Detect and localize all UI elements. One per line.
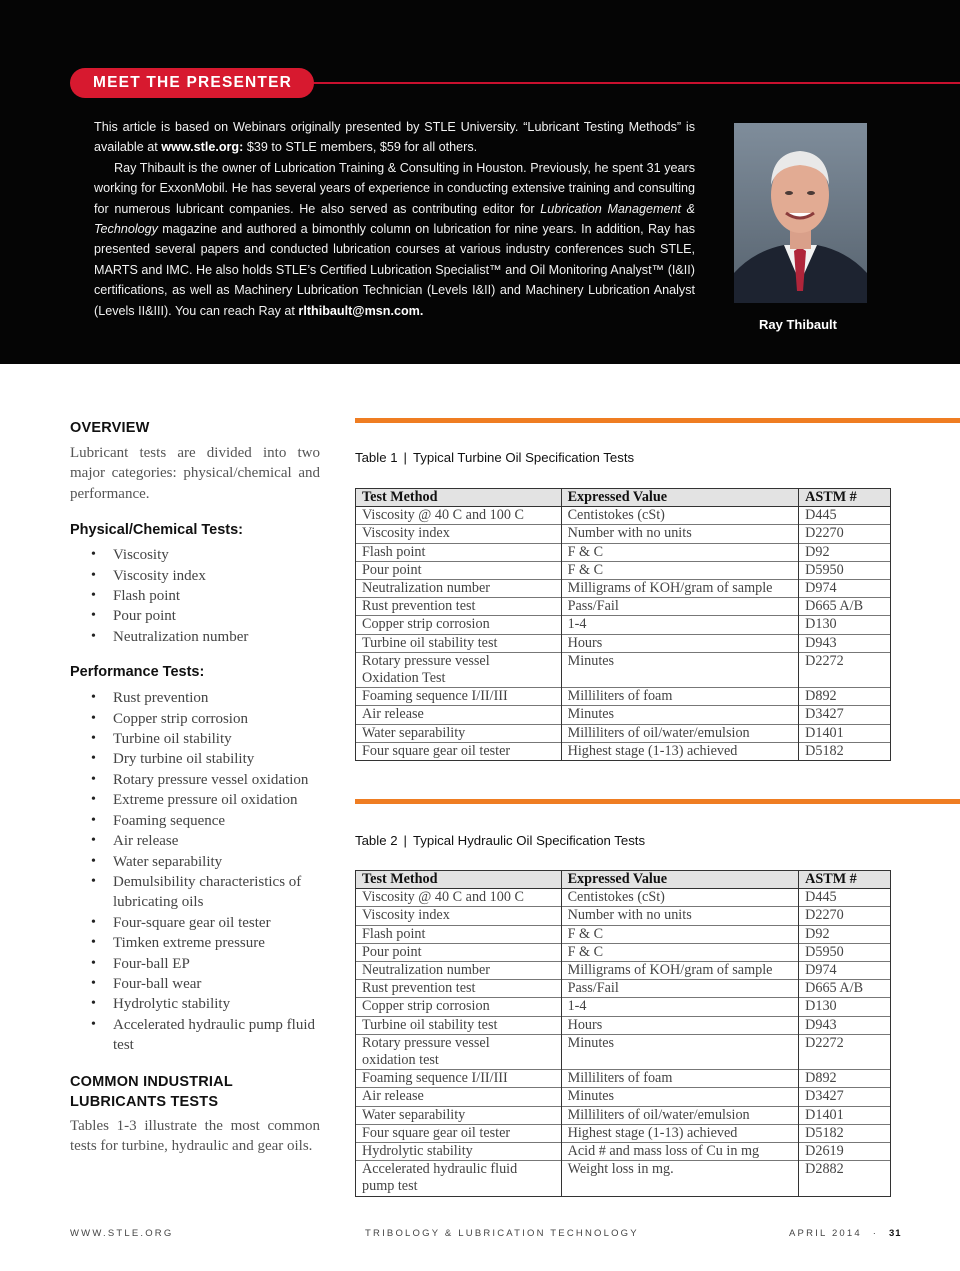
table-cell: F & C: [561, 925, 799, 943]
table-cell: Viscosity @ 40 C and 100 C: [356, 507, 562, 525]
physical-heading: Physical/Chemical Tests:: [70, 522, 244, 539]
table-cell: Water separability: [356, 1106, 562, 1124]
table-cell: D5182: [799, 1124, 891, 1142]
table-cell: Viscosity @ 40 C and 100 C: [356, 889, 562, 907]
footer-website: WWW.STLE.ORG: [70, 1228, 174, 1239]
presenter-band: [0, 0, 960, 364]
list-item: • Rotary pressure vessel oxidation: [70, 770, 320, 790]
column-header: ASTM #: [799, 871, 891, 889]
bio-text-run: This article is based on Webinars originally presented by STLE University. “Lubricant Testing Methods” is available at: [94, 120, 695, 155]
list-item: • Viscosity: [70, 545, 320, 565]
table-cell: Pass/Fail: [561, 598, 799, 616]
table-cell: Turbine oil stability test: [356, 634, 562, 652]
list-item: • Hydrolytic stability: [70, 994, 320, 1014]
table-cell: Viscosity index: [356, 907, 562, 925]
table-row: [356, 634, 891, 652]
table-header-row: [356, 489, 891, 507]
table-cell: Minutes: [561, 1034, 799, 1069]
table-cell: Water separability: [356, 724, 562, 742]
bio-text-run: www.stle.org:: [161, 140, 244, 155]
table-row: [356, 616, 891, 634]
table-row: [356, 724, 891, 742]
bio-text-run: magazine and authored a bimonthly column on lubrication for nine years. In addition, Ray has presented several papers and conducted lubrication courses at various industry conferences such STLE, MARTS and IMC. He also holds STLE’s Certified Lubrication Specialist™ and Oil Monitoring Analyst™ (I&II) certifications, as well as Machinery Lubrication Technician (Levels I&II) and Machinery Lubrication Analyst (Levels II&III). You can reach Ray at: [94, 222, 695, 318]
table-cell: Copper strip corrosion: [356, 998, 562, 1016]
table-row: [356, 652, 891, 687]
table-cell: D943: [799, 634, 891, 652]
list-item: • Air release: [70, 831, 320, 851]
performance-tests-list: [70, 688, 320, 1055]
table-cell: Pour point: [356, 943, 562, 961]
table-1-label: Table 1: [355, 450, 398, 465]
table-2-title: Typical Hydraulic Oil Specification Tests: [412, 833, 646, 848]
turbine-oil-table: [355, 488, 891, 761]
table-cell: Accelerated hydraulic fluid pump test: [356, 1161, 562, 1196]
list-item: • Rust prevention: [70, 688, 320, 708]
overview-text: Lubricant tests are divided into two major categories: physical/chemical and performance.: [70, 445, 320, 502]
table-row: [356, 889, 891, 907]
table-cell: D5950: [799, 561, 891, 579]
table-row: [356, 561, 891, 579]
table-cell: Weight loss in mg.: [561, 1161, 799, 1196]
list-item: • Copper strip corrosion: [70, 709, 320, 729]
table-row: [356, 980, 891, 998]
table-cell: F & C: [561, 561, 799, 579]
table-cell: Air release: [356, 706, 562, 724]
table-cell: D3427: [799, 1088, 891, 1106]
footer-date-page: [789, 1228, 902, 1239]
table-row: [356, 742, 891, 760]
bio-text-run: rlthibault@msn.com.: [298, 303, 424, 318]
table-cell: D974: [799, 962, 891, 980]
table-cell: F & C: [561, 543, 799, 561]
table-cell: Number with no units: [561, 907, 799, 925]
table-cell: 1-4: [561, 998, 799, 1016]
table-cell: Hydrolytic stability: [356, 1143, 562, 1161]
list-item: • Pour point: [70, 606, 320, 626]
table-cell: D665 A/B: [799, 598, 891, 616]
table-cell: Highest stage (1-13) achieved: [561, 1124, 799, 1142]
table-cell: D5950: [799, 943, 891, 961]
presenter-bio: [94, 117, 695, 321]
table-row: [356, 943, 891, 961]
column-header: Expressed Value: [561, 489, 799, 507]
table-row: [356, 925, 891, 943]
table-cell: D445: [799, 507, 891, 525]
list-item: • Viscosity index: [70, 566, 320, 586]
table-cell: 1-4: [561, 616, 799, 634]
table-cell: Four square gear oil tester: [356, 742, 562, 760]
table-cell: Flash point: [356, 543, 562, 561]
footer-date: APRIL 2014: [789, 1228, 862, 1239]
table-cell: D2270: [799, 525, 891, 543]
table-cell: Hours: [561, 1016, 799, 1034]
table-cell: Hours: [561, 634, 799, 652]
physical-tests-list: [70, 545, 320, 647]
left-column: [70, 418, 320, 1156]
table-row: [356, 706, 891, 724]
footer-separator: ·: [872, 1228, 879, 1239]
presenter-photo: [734, 123, 867, 303]
table-cell: D2619: [799, 1143, 891, 1161]
table-cell: Milligrams of KOH/gram of sample: [561, 962, 799, 980]
table-cell: Pass/Fail: [561, 980, 799, 998]
table-cell: Copper strip corrosion: [356, 616, 562, 634]
table-cell: D1401: [799, 724, 891, 742]
column-header: Test Method: [356, 871, 562, 889]
list-item: • Flash point: [70, 586, 320, 606]
table-row: [356, 1106, 891, 1124]
bio-paragraph-1: [94, 117, 695, 158]
list-item: • Neutralization number: [70, 627, 320, 647]
table-cell: D943: [799, 1016, 891, 1034]
table-1-title: Typical Turbine Oil Specification Tests: [412, 450, 635, 465]
orange-rule-1: [355, 418, 960, 423]
hydraulic-oil-table: [355, 870, 891, 1197]
table-cell: Milliliters of foam: [561, 1070, 799, 1088]
list-item: • Dry turbine oil stability: [70, 749, 320, 769]
table-cell: Centistokes (cSt): [561, 507, 799, 525]
table-cell: Centistokes (cSt): [561, 889, 799, 907]
list-item: • Extreme pressure oil oxidation: [70, 790, 320, 810]
table-row: [356, 543, 891, 561]
table-cell: Four square gear oil tester: [356, 1124, 562, 1142]
photo-caption: Ray Thibault: [758, 317, 837, 332]
table-row: [356, 907, 891, 925]
list-item: • Four-ball EP: [70, 954, 320, 974]
table-cell: Neutralization number: [356, 962, 562, 980]
list-item: • Four-square gear oil tester: [70, 913, 320, 933]
table-cell: Highest stage (1-13) achieved: [561, 742, 799, 760]
table-cell: Milliliters of foam: [561, 688, 799, 706]
table-row: [356, 1034, 891, 1069]
table-row: [356, 507, 891, 525]
portrait-image: [734, 123, 867, 303]
bio-text-run: $39 to STLE members, $59 for all others.: [243, 140, 478, 155]
table-cell: D3427: [799, 706, 891, 724]
list-item: • Timken extreme pressure: [70, 933, 320, 953]
table-row: [356, 1143, 891, 1161]
table-row: [356, 1016, 891, 1034]
table-cell: Milliliters of oil/water/emulsion: [561, 1106, 799, 1124]
table-cell: Milliliters of oil/water/emulsion: [561, 724, 799, 742]
list-item: • Demulsibility characteristics of lubricating oils: [70, 872, 320, 913]
table-1-caption: Table 1 | Typical Turbine Oil Specification Tests: [355, 450, 635, 465]
table-cell: Rust prevention test: [356, 980, 562, 998]
table-cell: D92: [799, 543, 891, 561]
section-rule: [300, 82, 960, 84]
table-cell: Neutralization number: [356, 580, 562, 598]
table-cell: Rotary pressure vessel Oxidation Test: [356, 652, 562, 687]
table-cell: Rust prevention test: [356, 598, 562, 616]
table-cell: Viscosity index: [356, 525, 562, 543]
table-row: [356, 525, 891, 543]
common-text: Tables 1-3 illustrate the most common tests for turbine, hydraulic and gear oils.: [70, 1117, 320, 1154]
table-cell: Air release: [356, 1088, 562, 1106]
table-row: [356, 962, 891, 980]
table-cell: Foaming sequence I/II/III: [356, 688, 562, 706]
table-row: [356, 1070, 891, 1088]
table-cell: D445: [799, 889, 891, 907]
table-cell: Minutes: [561, 1088, 799, 1106]
table-row: [356, 1124, 891, 1142]
list-item: • Accelerated hydraulic pump fluid test: [70, 1015, 320, 1056]
table-cell: Rotary pressure vessel oxidation test: [356, 1034, 562, 1069]
table-cell: Acid # and mass loss of Cu in mg: [561, 1143, 799, 1161]
list-item: • Foaming sequence: [70, 811, 320, 831]
table-cell: D130: [799, 998, 891, 1016]
table-row: [356, 998, 891, 1016]
table-cell: D130: [799, 616, 891, 634]
table-row: [356, 580, 891, 598]
table-2-label: Table 2: [355, 833, 398, 848]
table-cell: Minutes: [561, 706, 799, 724]
section-label: MEET THE PRESENTER: [70, 68, 314, 98]
table-cell: Pour point: [356, 561, 562, 579]
table-cell: D1401: [799, 1106, 891, 1124]
page-number: 31: [888, 1228, 902, 1239]
table-row: [356, 1161, 891, 1196]
column-header: Expressed Value: [561, 871, 799, 889]
table-cell: D2270: [799, 907, 891, 925]
table-cell: D5182: [799, 742, 891, 760]
table-row: [356, 688, 891, 706]
table-cell: D2272: [799, 1034, 891, 1069]
table-cell: Milligrams of KOH/gram of sample: [561, 580, 799, 598]
table-row: [356, 598, 891, 616]
overview-heading: OVERVIEW: [70, 420, 150, 436]
table-header-row: [356, 871, 891, 889]
table-2-caption: Table 2 | Typical Hydraulic Oil Specification Tests: [355, 833, 646, 848]
common-heading: COMMON INDUSTRIAL LUBRICANTS TESTS: [70, 1073, 233, 1110]
list-item: • Water separability: [70, 852, 320, 872]
table-cell: D92: [799, 925, 891, 943]
column-header: Test Method: [356, 489, 562, 507]
bio-text-run: Lubrication Management & Technology: [94, 201, 695, 237]
table-cell: Flash point: [356, 925, 562, 943]
table-cell: Foaming sequence I/II/III: [356, 1070, 562, 1088]
table-cell: D974: [799, 580, 891, 598]
table-cell: Number with no units: [561, 525, 799, 543]
footer-publication: TRIBOLOGY & LUBRICATION TECHNOLOGY: [365, 1228, 639, 1239]
list-item: • Turbine oil stability: [70, 729, 320, 749]
table-cell: Turbine oil stability test: [356, 1016, 562, 1034]
list-item: • Four-ball wear: [70, 974, 320, 994]
performance-heading: Performance Tests:: [70, 664, 205, 681]
bio-paragraph-2: [94, 158, 695, 321]
table-cell: D2882: [799, 1161, 891, 1196]
table-cell: F & C: [561, 943, 799, 961]
table-row: [356, 1088, 891, 1106]
orange-rule-2: [355, 799, 960, 804]
column-header: ASTM #: [799, 489, 891, 507]
bio-text-run: Ray Thibault is the owner of Lubrication Training & Consulting in Houston. Previously, he spent 31 years working for ExxonMobil. He has several years of experience in conducting extensive training and consulting for numerous lubricant companies. He also served as contributing editor for: [94, 160, 695, 216]
table-cell: D892: [799, 1070, 891, 1088]
table-cell: D2272: [799, 652, 891, 687]
table-cell: D665 A/B: [799, 980, 891, 998]
table-cell: Minutes: [561, 652, 799, 687]
table-cell: D892: [799, 688, 891, 706]
